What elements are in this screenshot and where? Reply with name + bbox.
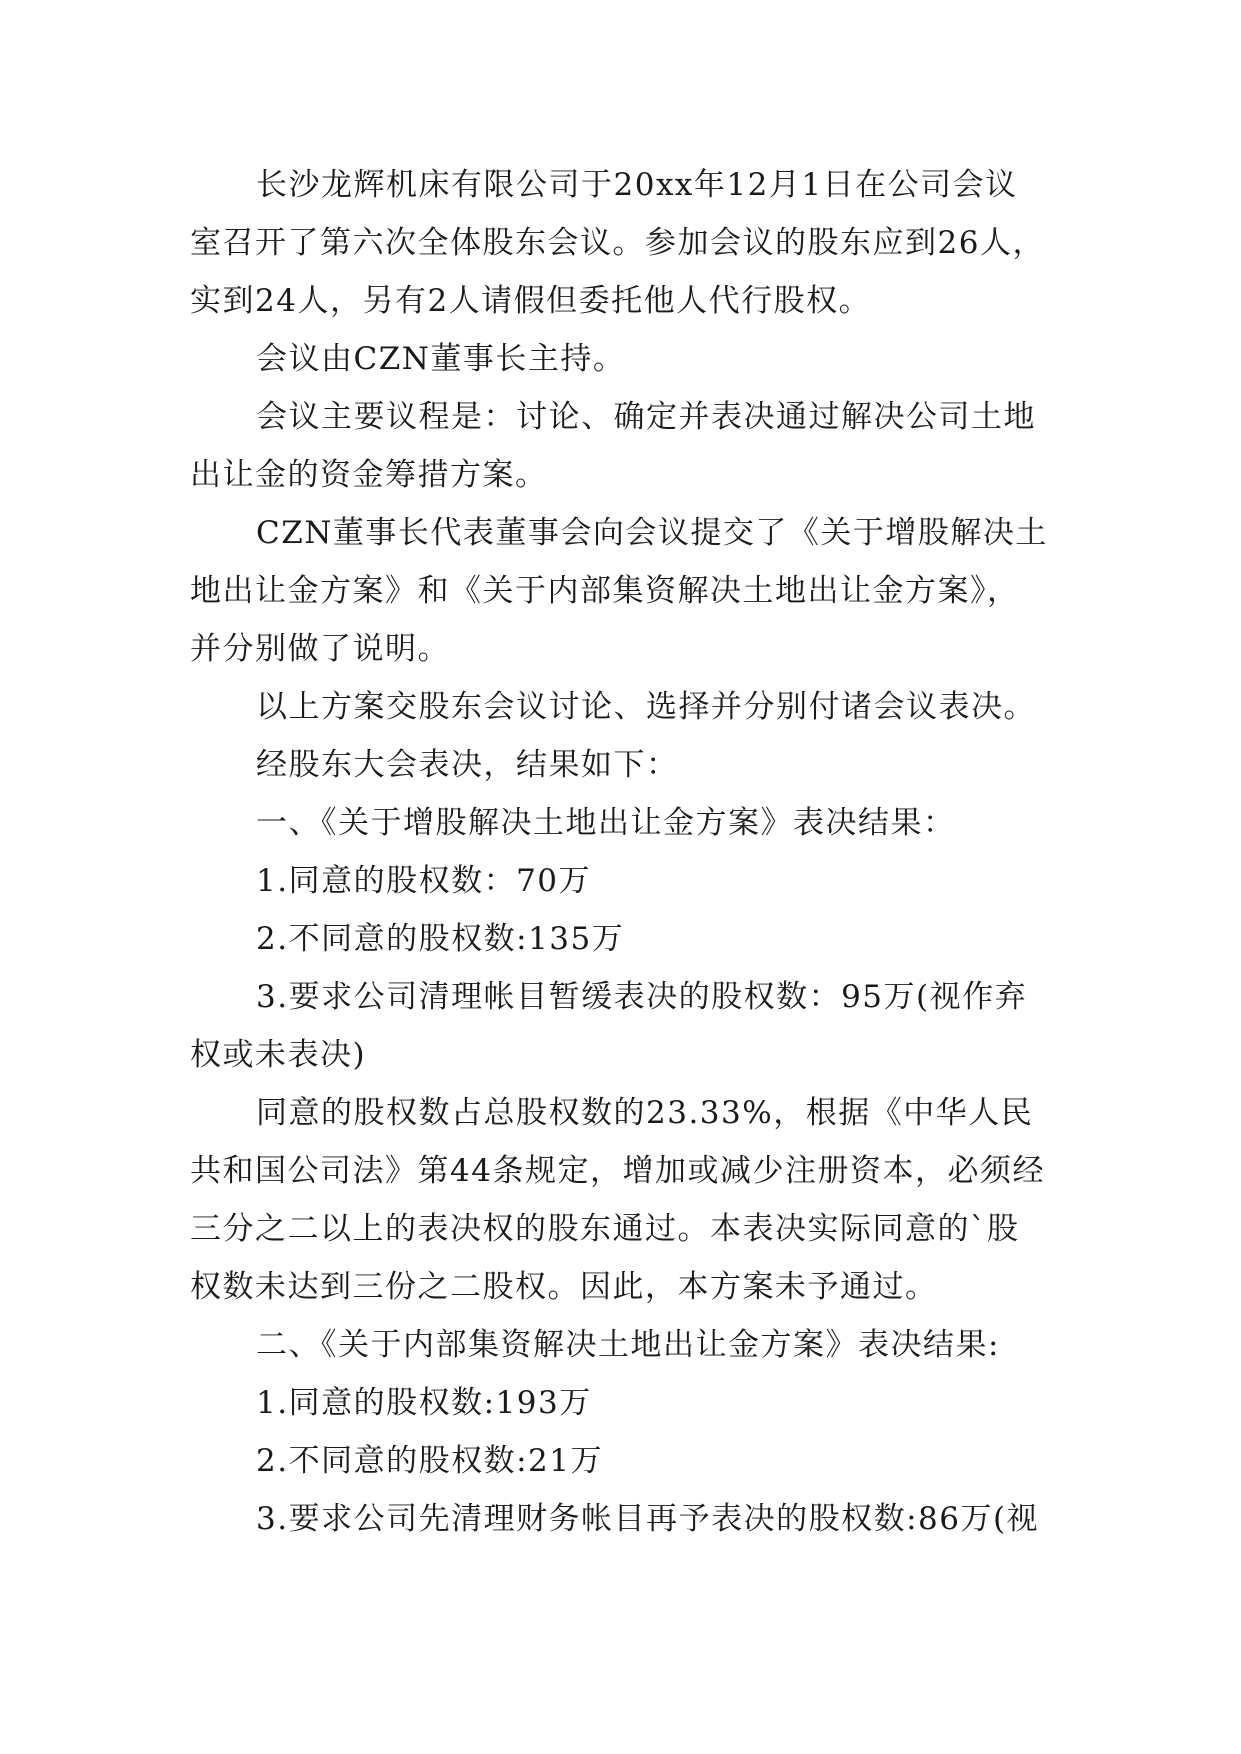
list-item-defer-one: 3.要求公司清理帐目暂缓表决的股权数：95万(视作弃权或未表决) xyxy=(190,979,1028,1073)
list-item-defer-two: 3.要求公司先清理财务帐目再予表决的股权数:86万(视 xyxy=(256,1501,1040,1537)
paragraph-results-intro: 经股东大会表决，结果如下： xyxy=(256,747,679,783)
list-item-approve-two: 1.同意的股权数:193万 xyxy=(256,1385,592,1421)
paragraph-meeting-intro: 长沙龙辉机床有限公司于20xx年12月1日在公司会议室召开了第六次全体股东会议。参加会议的股东应到26人，实到24人，另有2人请假但委托他人代行股权。 xyxy=(190,167,1045,319)
list-item-oppose-two: 2.不同意的股权数:21万 xyxy=(256,1443,603,1479)
paragraph-conclusion-one: 同意的股权数占总股权数的23.33%，根据《中华人民共和国公司法》第44条规定，增加或减少注册资本，必须经三分之二以上的表决权的股东通过。本表决实际同意的`股权数未达到三份之二股权。因此，本方案未予通过。 xyxy=(190,1095,1045,1305)
paragraph-proposals: CZN董事长代表董事会向会议提交了《关于增股解决土地出让金方案》和《关于内部集资解决土地出让金方案》，并分别做了说明。 xyxy=(190,515,1048,667)
list-item-approve-one: 1.同意的股权数：70万 xyxy=(256,863,592,899)
heading-proposal-one: 一、《关于增股解决土地出让金方案》表决结果： xyxy=(256,805,956,841)
list-item-oppose-one: 2.不同意的股权数:135万 xyxy=(256,921,625,957)
paragraph-vote-intro: 以上方案交股东会议讨论、选择并分别付诸会议表决。 xyxy=(256,689,1036,725)
heading-proposal-two: 二、《关于内部集资解决土地出让金方案》表决结果: xyxy=(256,1327,1000,1363)
paragraph-agenda: 会议主要议程是：讨论、确定并表决通过解决公司土地出让金的资金筹措方案。 xyxy=(190,399,1036,493)
document-body xyxy=(190,156,1050,1548)
paragraph-chair: 会议由CZN董事长主持。 xyxy=(256,341,626,377)
